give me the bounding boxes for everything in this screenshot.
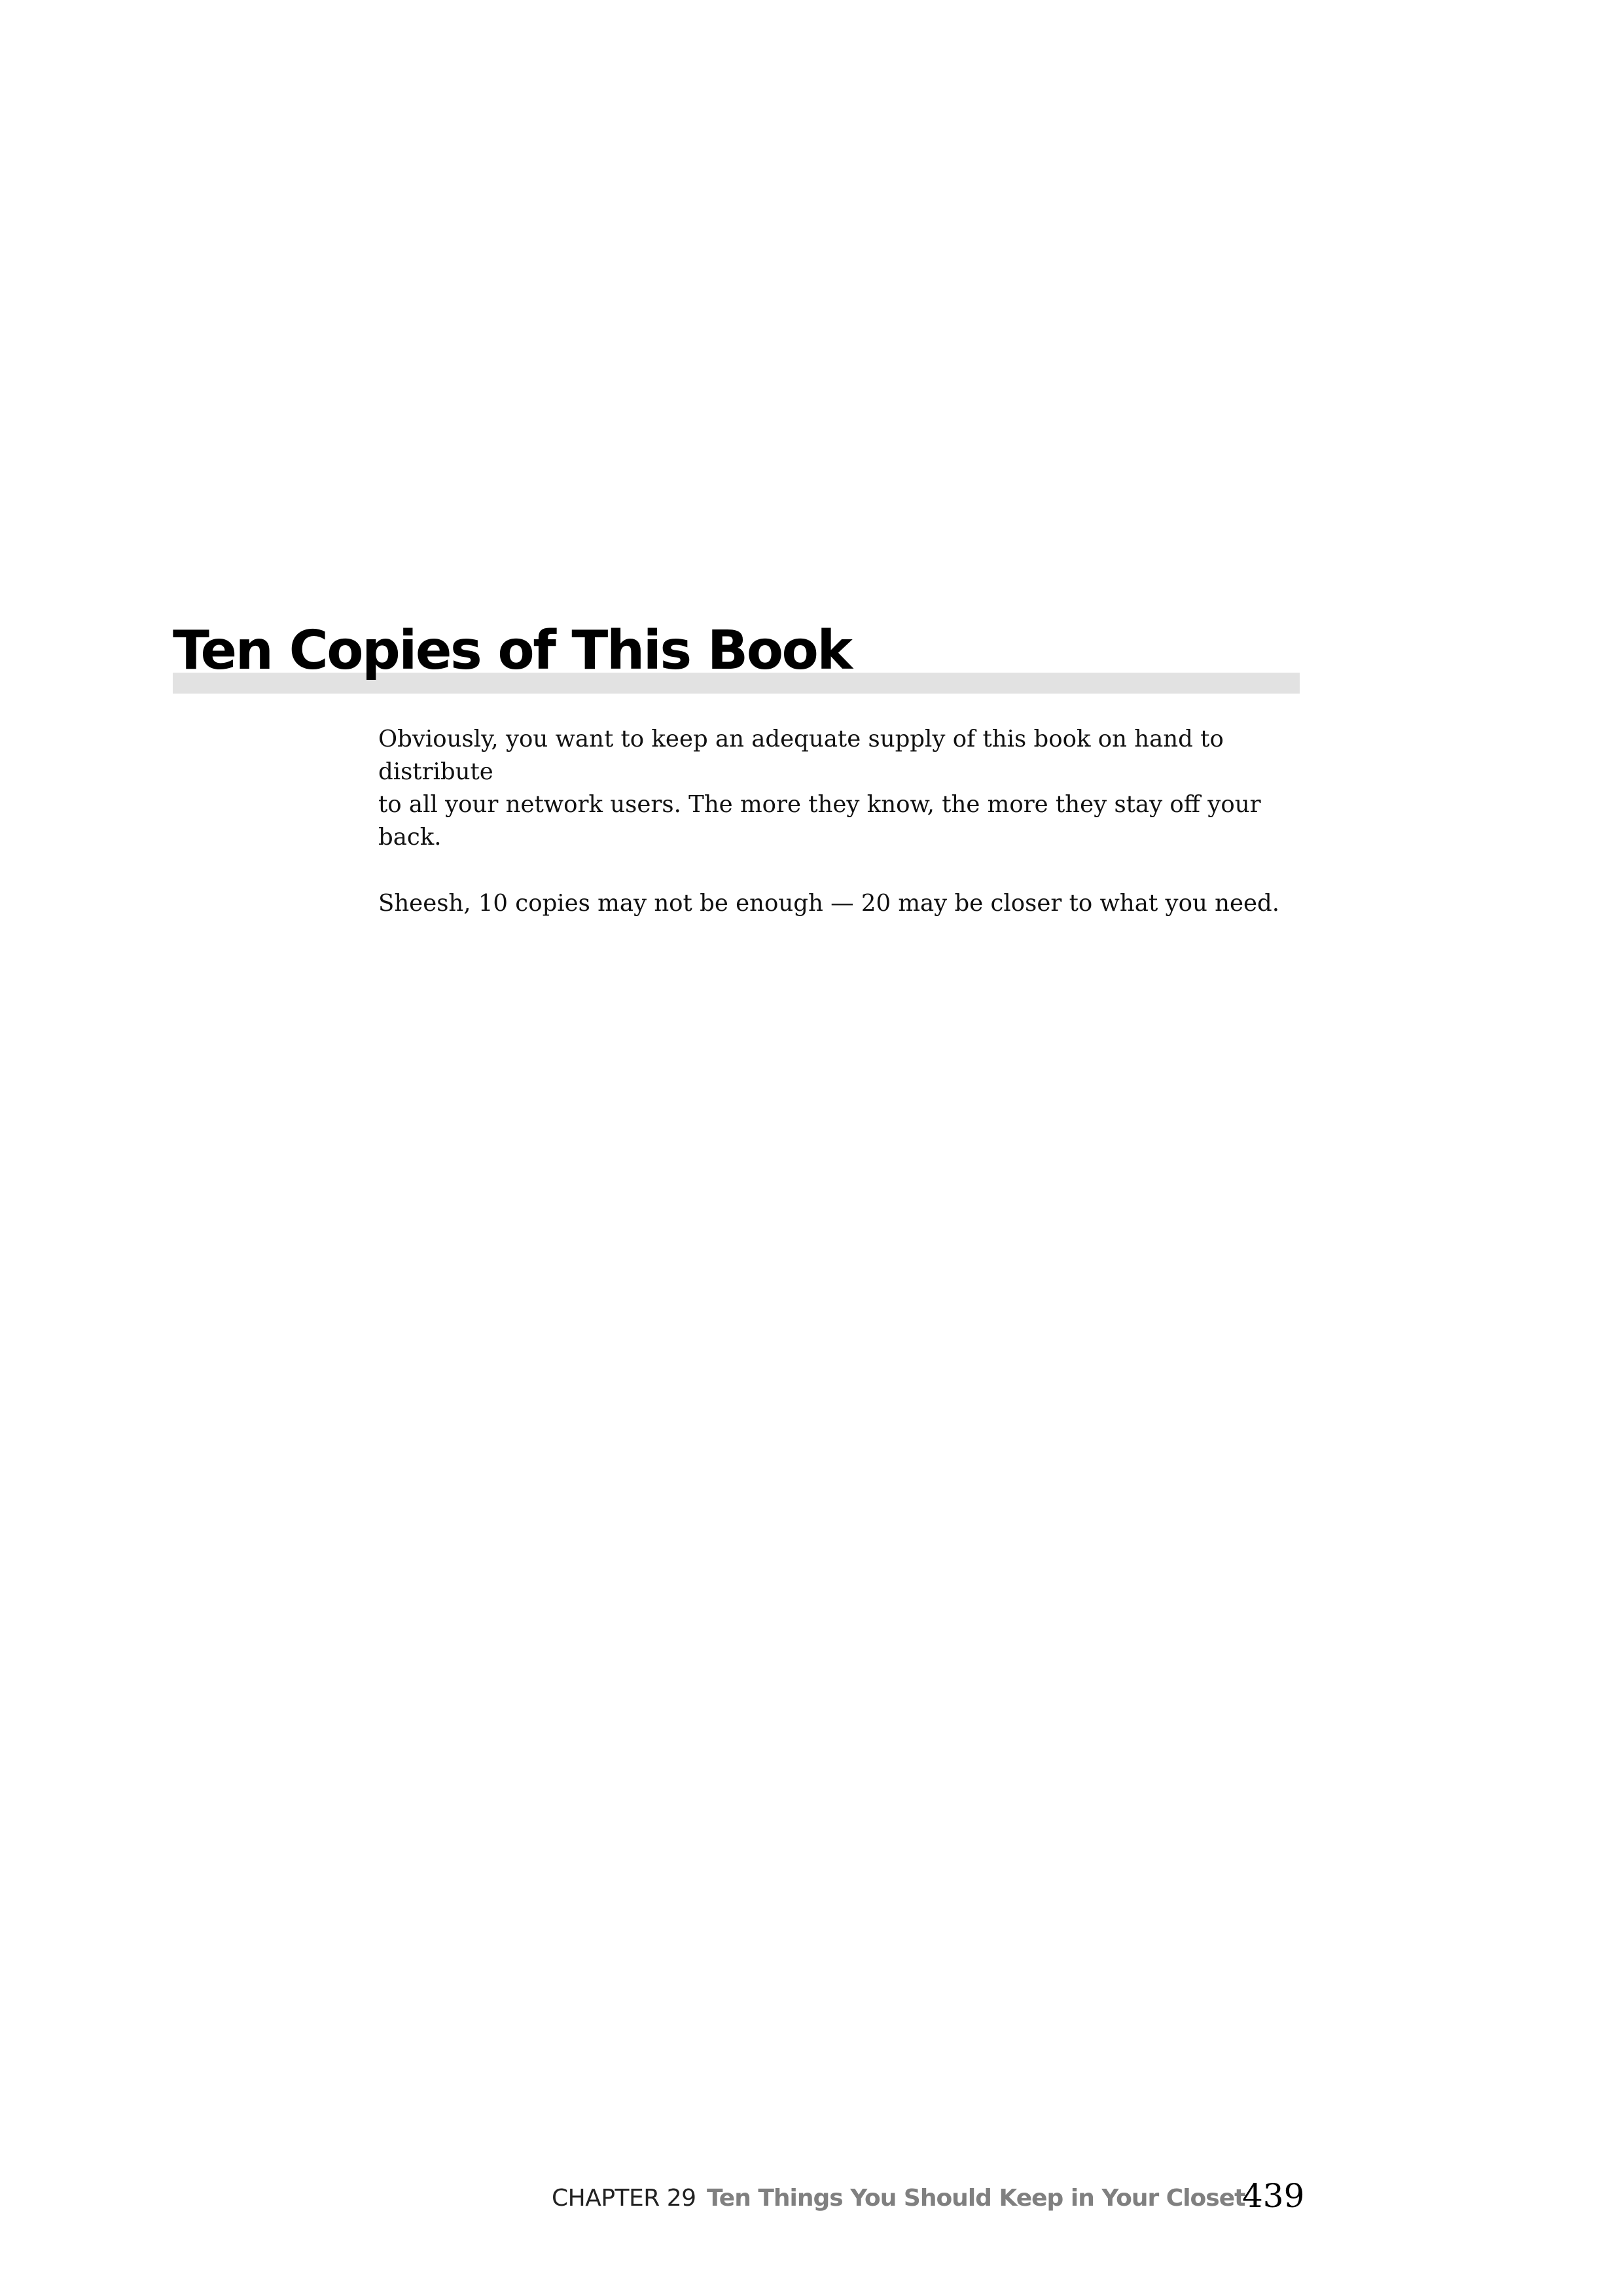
page-footer xyxy=(0,2179,1623,2218)
footer-chapter-title: Ten Things You Should Keep in Your Closet xyxy=(707,2185,1245,2212)
paragraph: Sheesh, 10 copies may not be enough — 20 may be closer to what you need. xyxy=(378,890,1279,917)
section-title: Ten Copies of This Book xyxy=(173,620,851,682)
footer-chapter-label: CHAPTER 29 xyxy=(552,2185,696,2212)
page-number: 439 xyxy=(1242,2177,1305,2215)
section-body xyxy=(378,723,1302,953)
section-heading xyxy=(173,615,1300,694)
paragraph: Obviously, you want to keep an adequate supply of this book on hand to distribute to all your network users. The more they know, the more they stay off your back. xyxy=(378,726,1261,851)
